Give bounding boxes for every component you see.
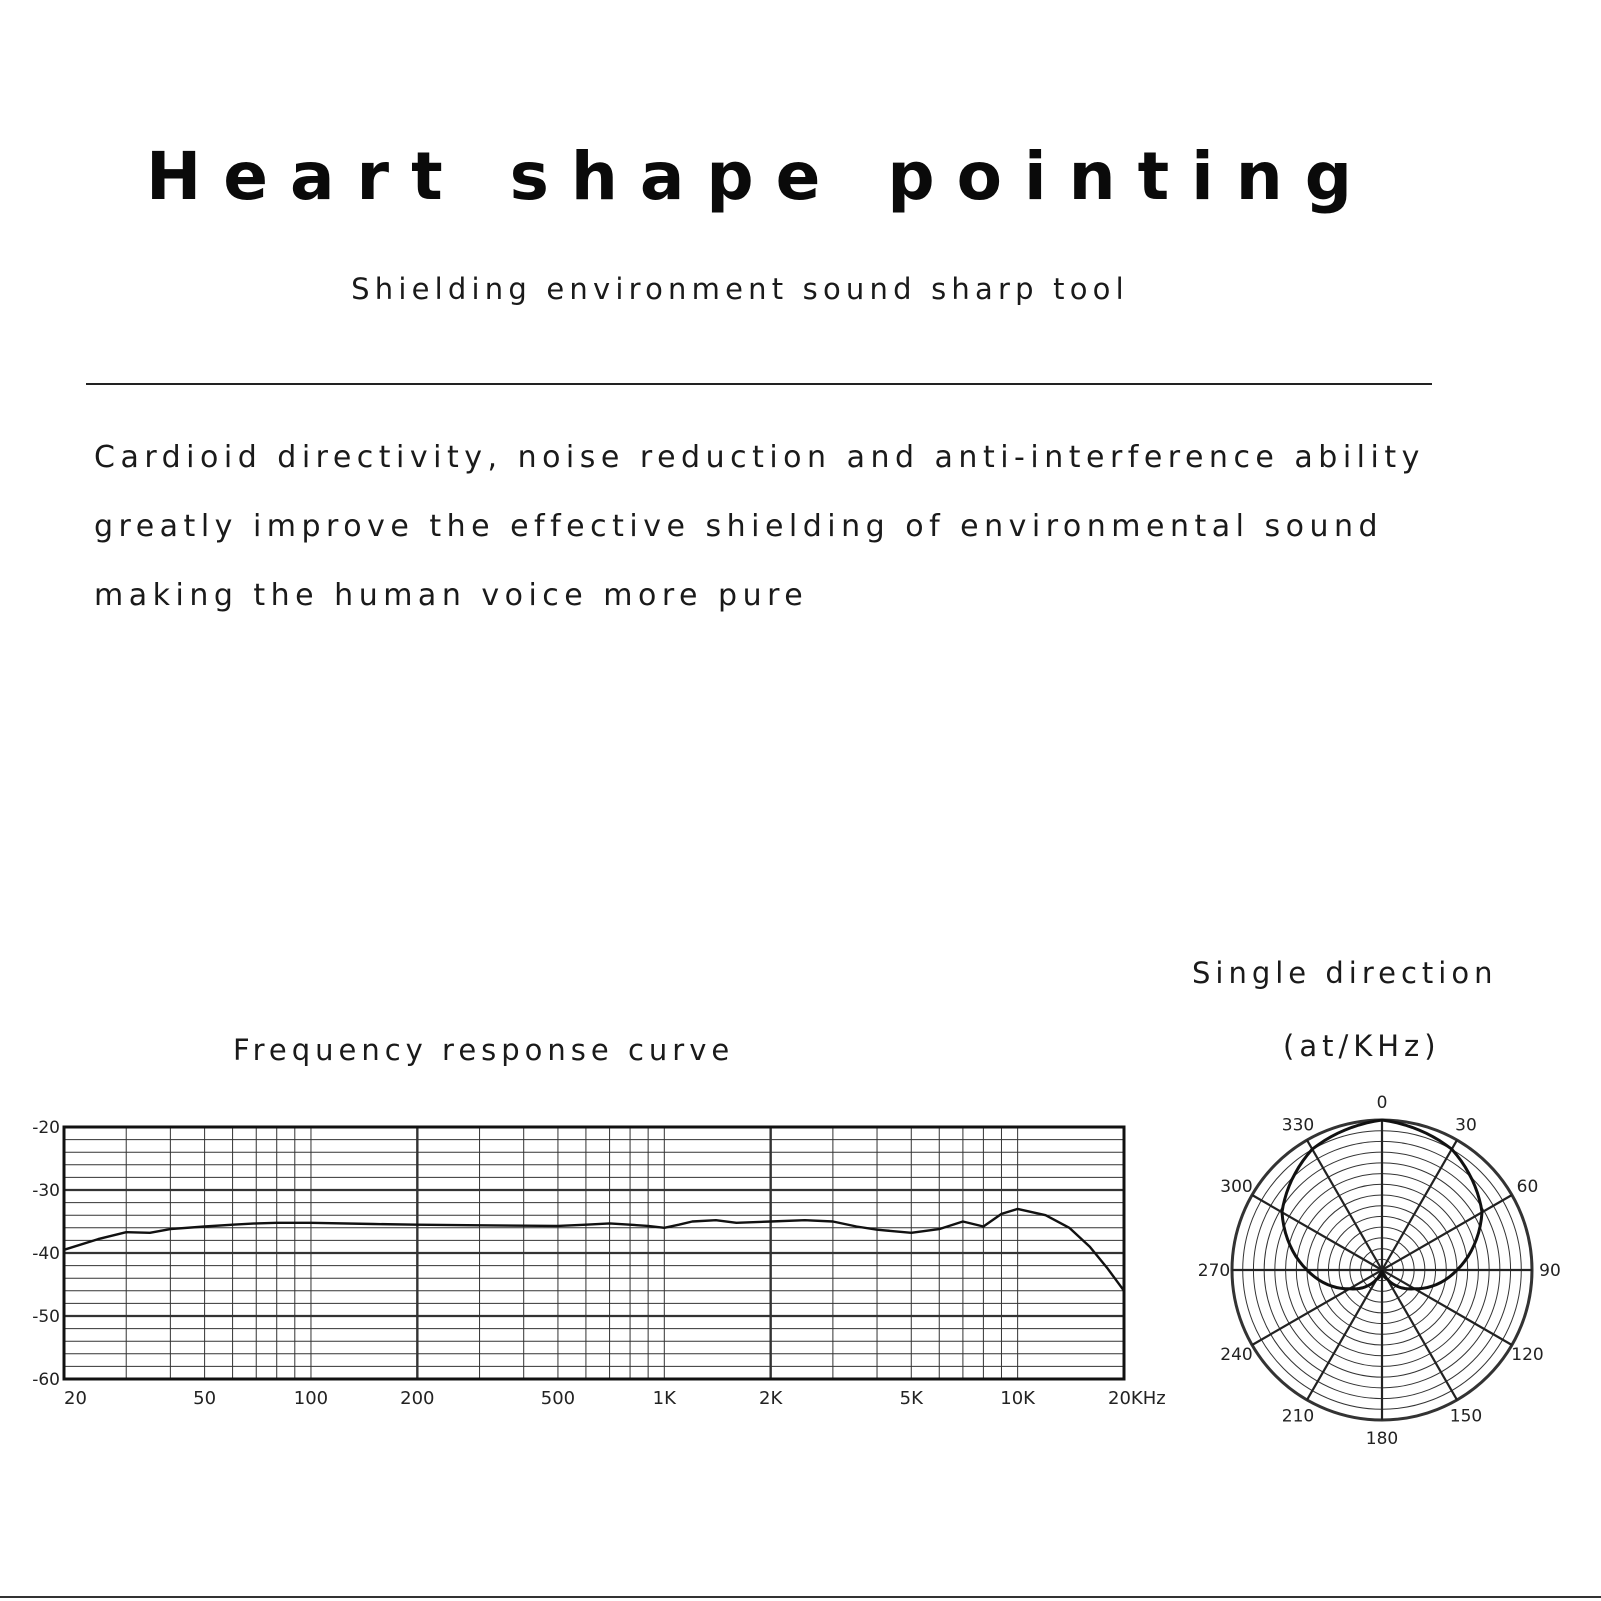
- y-tick-label: -50: [32, 1307, 60, 1327]
- x-tick-label: 2K: [759, 1388, 783, 1409]
- y-tick-label: -30: [32, 1181, 60, 1201]
- polar-angle-label: 180: [1365, 1429, 1399, 1449]
- polar-angle-label: 90: [1539, 1261, 1561, 1281]
- polar-angle-label: 300: [1220, 1177, 1253, 1197]
- polar-angle-label: 0: [1376, 1093, 1388, 1113]
- frequency-grid: [64, 1127, 1124, 1379]
- polar-chart-subtitle: (at/KHz): [1283, 1029, 1441, 1063]
- divider: [86, 383, 1432, 385]
- polar-angle-label: 150: [1449, 1406, 1483, 1427]
- polar-angle-label: 270: [1197, 1261, 1231, 1281]
- description-line-3: making the human voice more pure: [94, 578, 809, 613]
- polar-chart-title: Single direction: [1192, 956, 1498, 990]
- polar-angle-label: 210: [1281, 1406, 1315, 1427]
- page-subtitle: Shielding environment sound sharp tool: [351, 272, 1129, 306]
- y-tick-label: -60: [32, 1370, 60, 1390]
- polar-spoke: [1382, 1270, 1512, 1345]
- frequency-chart-title: Frequency response curve: [233, 1033, 735, 1067]
- bottom-border: [0, 1596, 1601, 1598]
- page-title: Heart shape pointing: [145, 138, 1374, 215]
- description-line-1: Cardioid directivity, noise reduction and anti-interference ability: [94, 440, 1425, 475]
- polar-angle-label: 30: [1455, 1115, 1477, 1136]
- x-tick-label: 100: [293, 1388, 329, 1409]
- polar-spoke: [1252, 1270, 1382, 1345]
- x-tick-label: 10K: [1000, 1388, 1035, 1409]
- polar-spoke: [1307, 1140, 1382, 1270]
- x-tick-label: 500: [540, 1388, 576, 1409]
- polar-spoke: [1382, 1140, 1457, 1270]
- description-line-2: greatly improve the effective shielding of environmental sound: [94, 509, 1384, 544]
- polar-pattern-chart: [1175, 1090, 1595, 1450]
- y-tick-label: -20: [32, 1118, 60, 1138]
- polar-angle-label: 60: [1516, 1177, 1539, 1197]
- polar-spoke: [1382, 1195, 1512, 1270]
- frequency-response-chart: [20, 1110, 1180, 1410]
- x-tick-label: 200: [400, 1388, 435, 1409]
- x-tick-label: 50: [193, 1388, 217, 1409]
- x-tick-label: 1K: [652, 1388, 676, 1409]
- polar-angle-label: 240: [1220, 1345, 1253, 1365]
- x-tick-label: 20KHz: [1108, 1388, 1166, 1409]
- polar-spoke: [1252, 1195, 1382, 1270]
- y-tick-label: -40: [32, 1244, 60, 1264]
- polar-angle-label: 330: [1281, 1115, 1315, 1136]
- x-tick-label: 20: [64, 1388, 87, 1409]
- polar-angle-label: 120: [1511, 1345, 1544, 1365]
- x-tick-label: 5K: [899, 1388, 923, 1409]
